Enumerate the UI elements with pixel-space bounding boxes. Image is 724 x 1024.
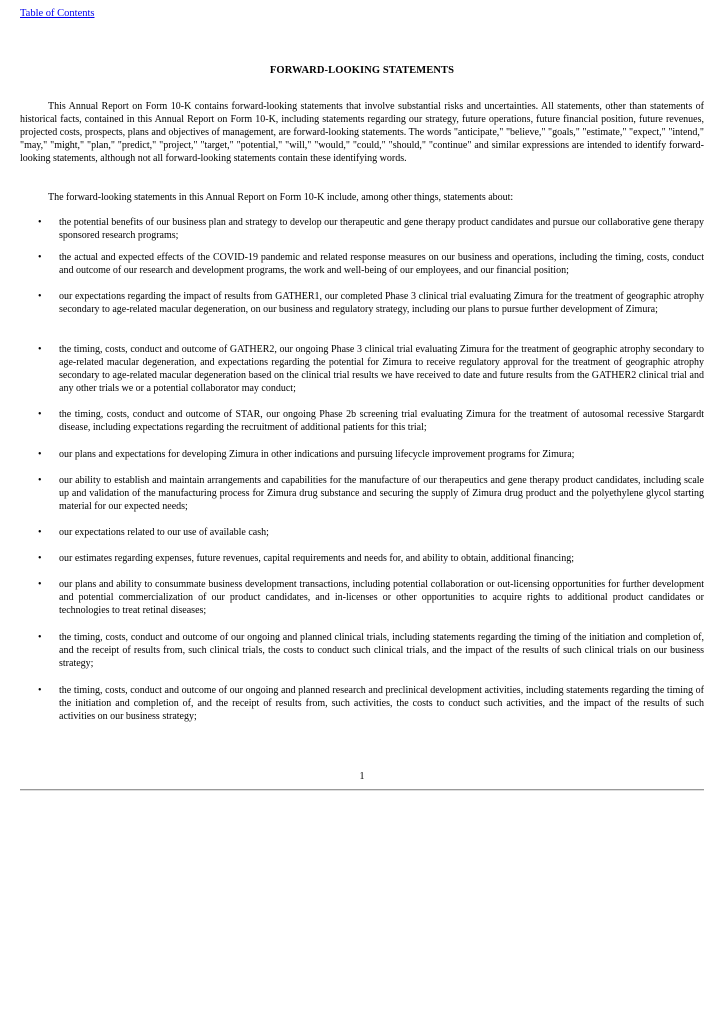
list-intro-paragraph: The forward-looking statements in this Annual Report on Form 10-K include, among other things, statements about: — [48, 192, 514, 203]
list-item-text: the timing, costs, conduct and outcome of STAR, our ongoing Phase 2b screening trial evaluating Zimura for the treatment of autosomal recessive Stargardt disease, including expectations regarding the recruitment of additional patients for this trial; — [59, 409, 704, 433]
page-divider — [20, 789, 704, 791]
list-item — [20, 408, 704, 434]
list-item — [20, 290, 704, 316]
bullet-icon: • — [38, 553, 42, 564]
list-item — [20, 684, 704, 723]
bullet-icon: • — [38, 409, 42, 420]
list-item — [20, 216, 704, 242]
bullet-icon: • — [38, 449, 42, 460]
list-item — [20, 474, 704, 513]
list-item — [20, 251, 704, 277]
bullet-icon: • — [38, 291, 42, 302]
list-item-text: our ability to establish and maintain arrangements and capabilities for the manufacture of our therapeutics and gene therapy product candidates, including scale up and validation of the manufacturing process for Zimura drug substance and securing the supply of Zimura drug product and the polyethylene glycol starting material for our expected needs; — [59, 475, 704, 512]
bullet-icon: • — [38, 632, 42, 643]
list-item — [20, 526, 704, 539]
intro-paragraph: This Annual Report on Form 10-K contains forward-looking statements that involve substantial risks and uncertainties. All statements, other than statements of historical facts, contained in this Annual Report on Form 10-K, including statements regarding our strategy, future operations, future financial position, future revenues, projected costs, prospects, plans and objectives of management, are forward-looking statements. The words "anticipate," "believe," "goals," "estimate," "expect," "intend," "may," "might," "plan," "predict," "project," "target," "potential," "will," "would," "could," "should," "continue" and similar expressions are intended to identify forward-looking statements, although not all forward-looking statements contain these identifying words. — [20, 101, 704, 164]
list-item — [20, 448, 704, 461]
bullet-icon: • — [38, 344, 42, 355]
list-item-text: our plans and expectations for developing Zimura in other indications and pursuing lifecycle improvement programs for Zimura; — [59, 449, 575, 460]
bullet-icon: • — [38, 527, 42, 538]
list-item-text: our expectations related to our use of available cash; — [59, 527, 269, 538]
bullet-icon: • — [38, 475, 42, 486]
list-item-text: the actual and expected effects of the COVID-19 pandemic and related response measures on our business and operations, including the timing, costs, conduct and outcome of our research and development programs, the work and well-being of our employees, and our financial position; — [59, 252, 704, 276]
section-title: FORWARD-LOOKING STATEMENTS — [269, 65, 455, 76]
list-item-text: our plans and ability to consummate business development transactions, including potential collaboration or out-licensing opportunities for further development and potential commercialization of our product candidates, and in-licenses or other opportunities to acquire rights to additional product candidates or technologies to treat retinal diseases; — [59, 579, 704, 616]
bullet-icon: • — [38, 252, 42, 263]
list-item-text: the potential benefits of our business plan and strategy to develop our therapeutic and gene therapy product candidates and pursue our collaborative gene therapy sponsored research programs; — [59, 217, 704, 241]
page-number: 1 — [359, 771, 365, 782]
bullet-icon: • — [38, 685, 42, 696]
bullet-icon: • — [38, 579, 42, 590]
list-item — [20, 578, 704, 617]
list-item — [20, 552, 704, 565]
list-item — [20, 343, 704, 395]
table-of-contents-link[interactable]: Table of Contents — [20, 8, 95, 19]
list-item-text: our expectations regarding the impact of results from GATHER1, our completed Phase 3 clinical trial evaluating Zimura for the treatment of geographic atrophy secondary to age-related macular degeneration, on our business and regulatory strategy, including our plans to pursue further development of Zimura; — [59, 291, 704, 315]
list-item-text: the timing, costs, conduct and outcome of our ongoing and planned clinical trials, including statements regarding the timing of the initiation and completion of, and the receipt of results from, such clinical trials, the costs to conduct such clinical trials, and the impact of the results of such clinical trials on our business strategy; — [59, 632, 704, 669]
list-item-text: the timing, costs, conduct and outcome of GATHER2, our ongoing Phase 3 clinical trial evaluating Zimura for the treatment of geographic atrophy secondary to age-related macular degeneration, and expectations regarding the potential for Zimura to receive regulatory approval for the treatment of geographic atrophy secondary to age-related macular degeneration based on the clinical trial results we have received to date and future results from the GATHER2 clinical trial and any other trials we or a potential collaborator may conduct; — [59, 344, 704, 394]
list-item-text: our estimates regarding expenses, future revenues, capital requirements and needs for, and ability to obtain, additional financing; — [59, 553, 574, 564]
list-item — [20, 631, 704, 670]
bullet-icon: • — [38, 217, 42, 228]
list-item-text: the timing, costs, conduct and outcome of our ongoing and planned research and preclinical development activities, including statements regarding the timing of the initiation and completion of, and the receipt of results from, such activities, the costs to conduct such activities, and the impact of the results of such activities on our business strategy; — [59, 685, 704, 722]
